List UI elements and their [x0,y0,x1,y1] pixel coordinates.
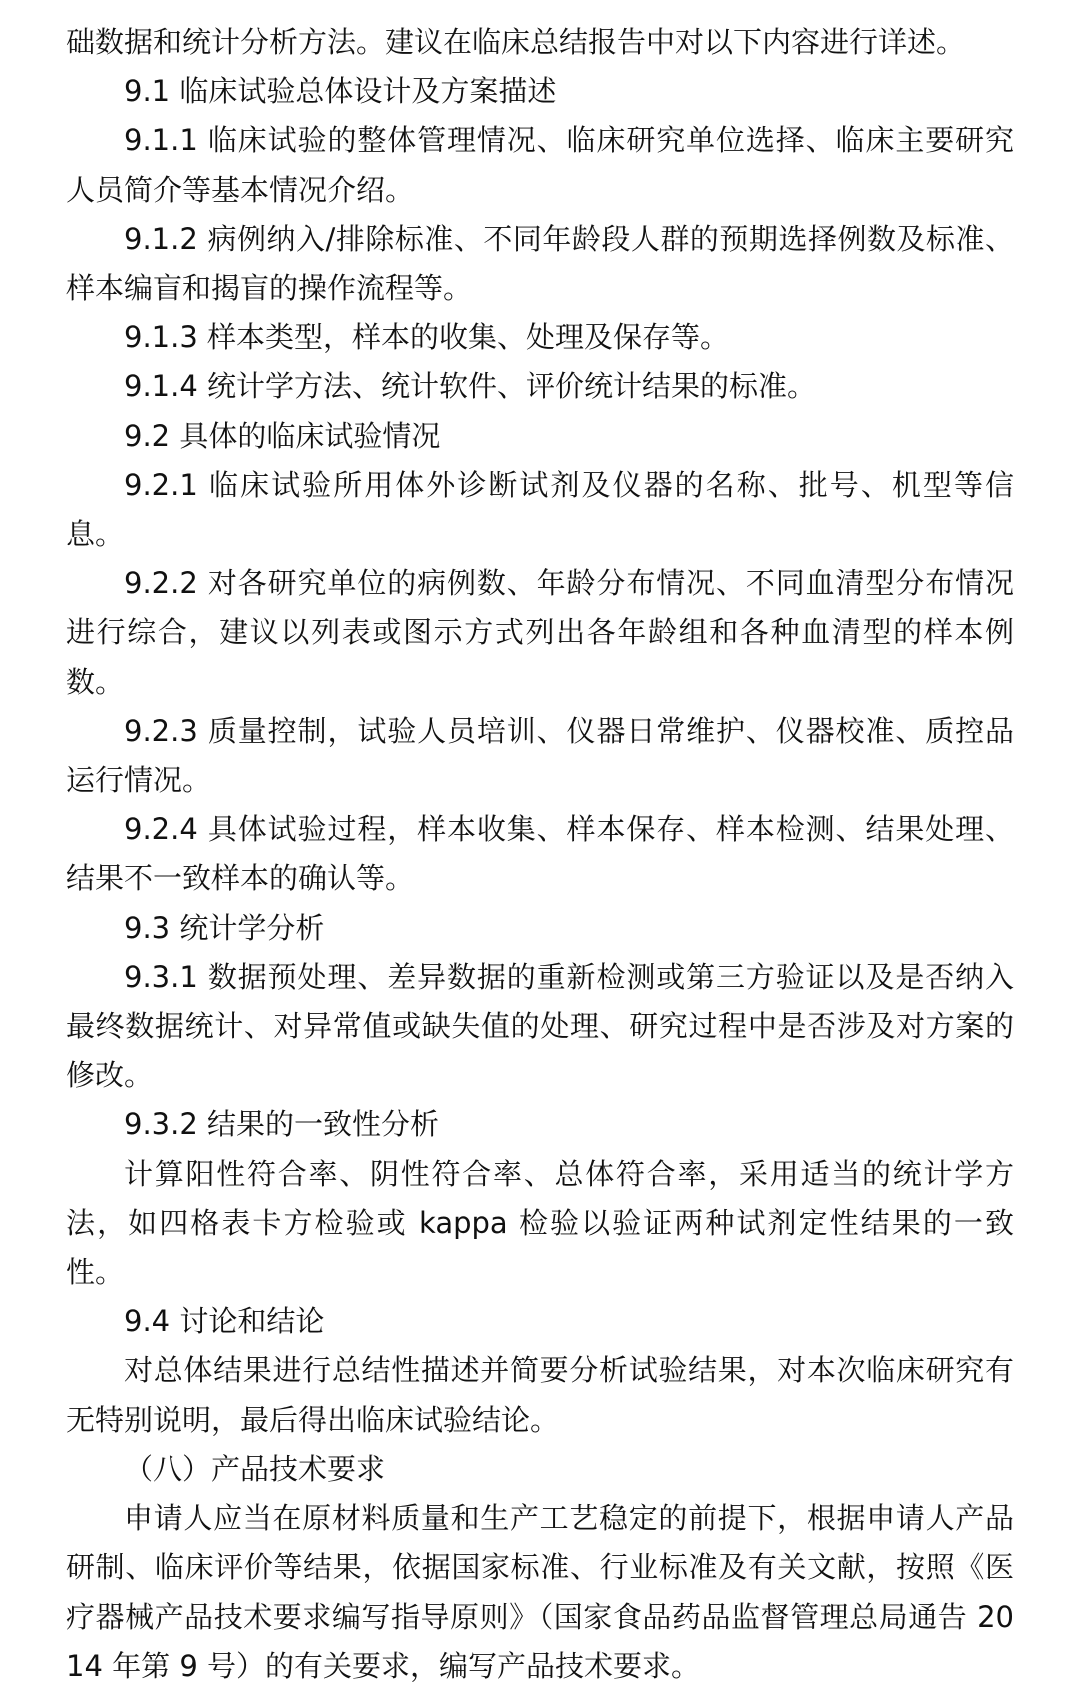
paragraph-9-1-1: 9.1.1 临床试验的整体管理情况、临床研究单位选择、临床主要研究人员简介等基本情况介绍。 [66,123,1014,207]
paragraph-9-1-4: 9.1.4 统计学方法、统计软件、评价统计结果的标准。 [124,369,817,404]
heading-9-3-2: 9.3.2 结果的一致性分析 [124,1107,440,1142]
heading-section-8: （八）产品技术要求 [124,1451,386,1486]
paragraph-9-2-4: 9.2.4 具体试验过程，样本收集、样本保存、样本检测、结果处理、结果不一致样本的确认等。 [66,812,1014,896]
paragraph-9-3-1: 9.3.1 数据预处理、差异数据的重新检测或第三方验证以及是否纳入最终数据统计、对异常值或缺失值的处理、研究过程中是否涉及对方案的修改。 [66,959,1014,1093]
paragraph-9-2-3: 9.2.3 质量控制，试验人员培训、仪器日常维护、仪器校准、质控品运行情况。 [66,713,1014,798]
heading-9-1: 9.1 临床试验总体设计及方案描述 [124,74,557,109]
paragraph-section-8-body: 申请人应当在原材料质量和生产工艺稳定的前提下，根据申请人产品研制、临床评价等结果，依据国家标准、行业标准及有关文献，按照《医疗器械产品技术要求编写指导原则》（国家食品药品监督管理总局通告 2014 年第 9 号）的有关要求，编写产品技术要求。 [66,1501,1014,1683]
heading-9-3: 9.3 统计学分析 [124,910,325,945]
paragraph-9-2-2: 9.2.2 对各研究单位的病例数、年龄分布情况、不同血清型分布情况进行综合，建议以列表或图示方式列出各年龄组和各种血清型的样本例数。 [66,566,1014,699]
heading-9-4: 9.4 讨论和结论 [124,1304,325,1339]
paragraph-9-4-body: 对总体结果进行总结性描述并简要分析试验结果，对本次临床研究有无特别说明，最后得出临床试验结论。 [66,1353,1014,1437]
paragraph-9-1-3: 9.1.3 样本类型，样本的收集、处理及保存等。 [124,320,730,355]
paragraph-intro-continuation: 础数据和统计分析方法。建议在临床总结报告中对以下内容进行详述。 [66,25,966,59]
heading-9-2: 9.2 具体的临床试验情况 [124,418,441,453]
paragraph-9-3-2-body: 计算阳性符合率、阴性符合率、总体符合率，采用适当的统计学方法，如四格表卡方检验或 kappa 检验以验证两种试剂定性结果的一致性。 [66,1156,1014,1290]
paragraph-9-1-2: 9.1.2 病例纳入/排除标准、不同年龄段人群的预期选择例数及标准、样本编盲和揭盲的操作流程等。 [66,221,1014,306]
paragraph-9-2-1: 9.2.1 临床试验所用体外诊断试剂及仪器的名称、批号、机型等信息。 [66,467,1014,552]
